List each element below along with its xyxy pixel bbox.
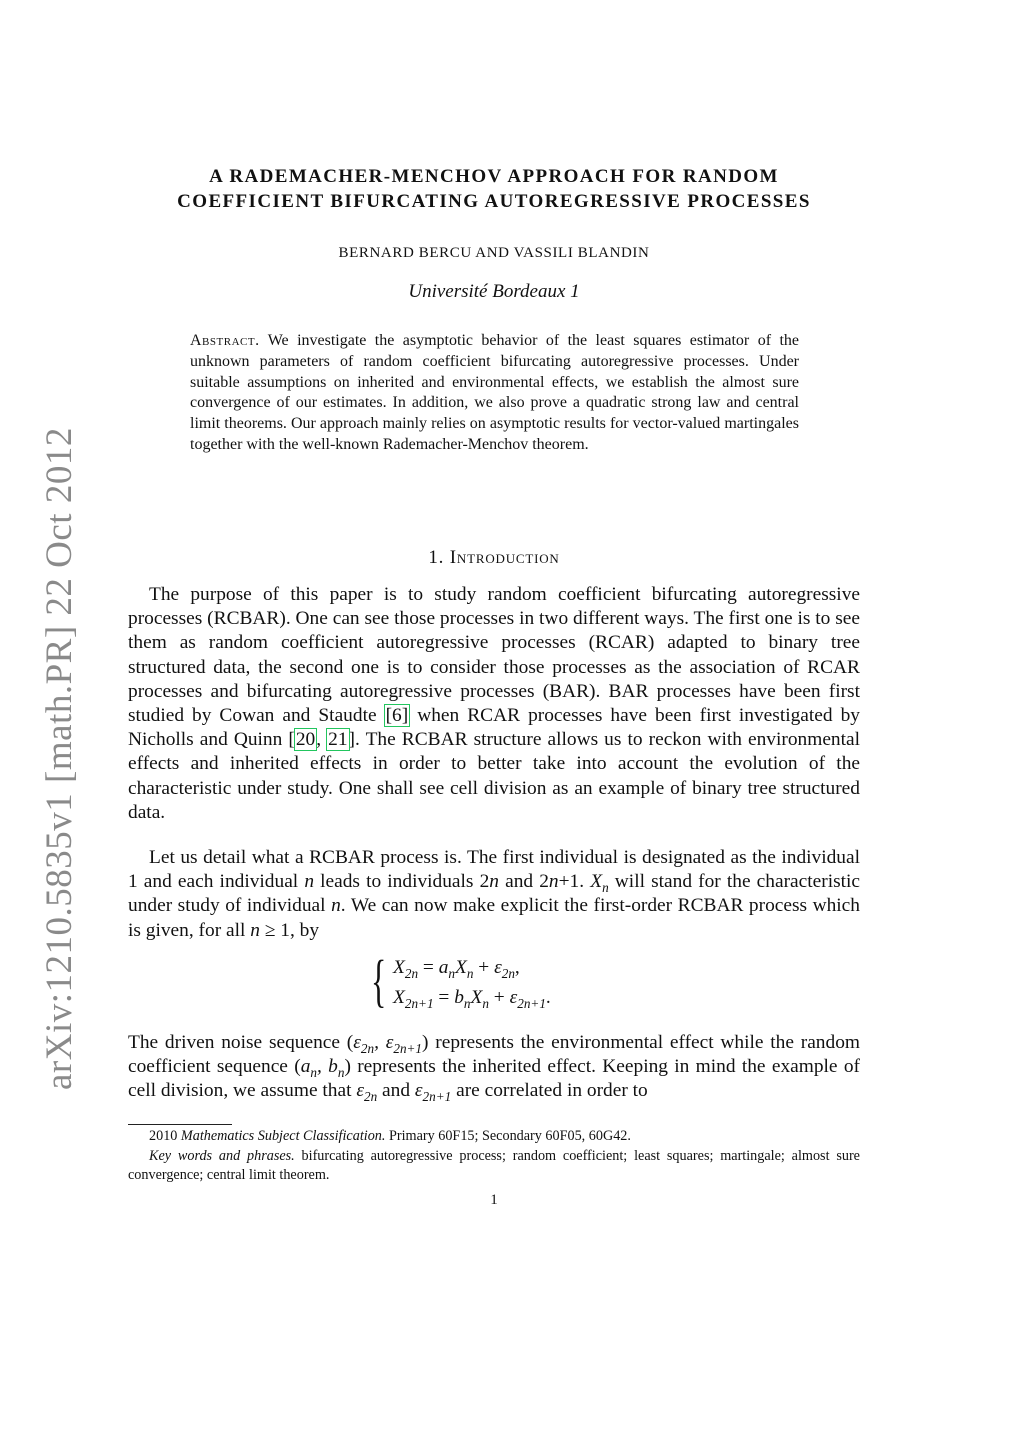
equation-brace: { xyxy=(371,948,387,1013)
text-run: ) represents the inherited effect. Keeping in mind the example of cell division, we assume that xyxy=(128,1056,860,1102)
eq-subscript: 2n xyxy=(404,965,419,981)
math-n: n xyxy=(489,871,499,893)
text-run: and 2 xyxy=(498,871,549,893)
intro-paragraph-1 xyxy=(128,583,860,825)
rcbar-equation xyxy=(371,948,671,1019)
footnote-msc xyxy=(128,1127,860,1147)
text-run: and xyxy=(377,1080,415,1102)
eq-symbol: b xyxy=(454,987,464,1008)
equation-row-odd: $X_{2n+1} = b_nX_n + \varepsilon_{2n+1}$. xyxy=(393,987,551,1011)
text-run: Let us detail what a RCBAR process is. The first individual is designated as the individual 1 and each individual xyxy=(128,847,860,893)
affiliation: Université Bordeaux 1 xyxy=(408,281,580,302)
eq-symbol: X xyxy=(393,957,405,978)
citation-link[interactable]: 21 xyxy=(328,729,348,751)
intro-paragraph-2 xyxy=(128,846,860,943)
math-eps-2n: $\varepsilon_{2n}$ xyxy=(356,1080,378,1105)
msc-year: 2010 xyxy=(149,1128,178,1144)
section-number: 1. xyxy=(428,547,445,568)
abstract xyxy=(190,331,799,456)
arxiv-identifier-stamp: arXiv:1210.5835v1 [math.PR] 22 Oct 2012 xyxy=(39,427,80,1090)
eq-subscript: n xyxy=(448,965,455,981)
text-run: , xyxy=(316,729,328,751)
paper-title xyxy=(128,164,860,214)
eq-symbol: X xyxy=(393,987,405,1008)
abstract-text: We investigate the asymptotic behavior of the least squares estimator of the unknown parameters of random coefficient bifurcating autoregressive processes. Under suitable assumptions on inherited and environmental effects, we establish the almost sure convergence of our estimates. In addition, we also prove a quadratic strong law and central limit theorems. Our approach mainly relies on asymptotic results for vector-valued martingales together with the well-known Rademacher-Menchov theorem. xyxy=(190,332,799,453)
math-n: n xyxy=(331,895,341,917)
math-n: n xyxy=(304,871,315,893)
eq-symbol: ε xyxy=(509,987,518,1008)
citation-link[interactable]: [6] xyxy=(385,705,409,727)
page-number: 1 xyxy=(490,1192,498,1208)
text-run: when RCAR processes have been first investigated by Nicholls and Quinn [ xyxy=(128,705,860,751)
eq-symbol: ε xyxy=(494,957,502,978)
citation-number: 6 xyxy=(392,705,402,727)
title-line-2: COEFFICIENT BIFURCATING AUTOREGRESSIVE PROCESSES xyxy=(177,191,811,212)
abstract-heading: Abstract. xyxy=(190,332,260,349)
eq-subscript: 2n+1 xyxy=(517,995,546,1011)
intro-paragraph-3 xyxy=(128,1031,860,1104)
msc-text: Primary 60F15; Secondary 60F05, 60G42. xyxy=(388,1128,631,1144)
text-run: . We can now make explicit the first-order RCBAR process which is given, for all xyxy=(128,895,860,941)
footnote-keywords xyxy=(128,1147,860,1186)
text-run: The purpose of this paper is to study random coefficient bifurcating autoregressive processes (RCBAR). One can see those processes in two different ways. The first one is to see them as random coefficient autoregressive processes (RCAR) adapted to binary tree structured data, the second one is to consider those processes as the association of RCAR processes and bifurcating autoregressive processes (BAR). BAR processes have been first studied by Cowan and Staudte xyxy=(128,584,860,727)
title-line-1: A RADEMACHER-MENCHOV APPROACH FOR RANDOM xyxy=(209,166,779,187)
section-title: Introduction xyxy=(449,547,560,568)
eq-symbol: X xyxy=(470,987,483,1008)
math-noise-pair: $\varepsilon_{2n}$, $\varepsilon_{2n+1}$ xyxy=(353,1032,423,1056)
text-run: ]. The RCBAR structure allows us to reckon with environmental effects and inherited effects in order to better take into account the evolution of the characteristic under study. One shall see cell division as an example of binary tree structured data. xyxy=(128,729,860,823)
keywords-text: bifurcating autoregressive process; random coefficient; least squares; martingale; almost sure convergence; central limit theorem. xyxy=(128,1147,860,1183)
eq-subscript: n xyxy=(466,965,474,981)
eq-symbol: X xyxy=(454,957,467,978)
math-n: n xyxy=(250,919,260,941)
eq-subscript: n xyxy=(463,995,471,1011)
text-run: +1. xyxy=(558,871,591,893)
text-run: The driven noise sequence ( xyxy=(128,1032,354,1053)
keywords-label: Key words and phrases. xyxy=(149,1147,295,1164)
eq-subscript: 2n+1 xyxy=(404,995,434,1011)
text-run: leads to individuals 2 xyxy=(314,871,490,893)
math-x-n: $X_n$ xyxy=(590,871,609,896)
footnote-rule xyxy=(128,1124,232,1125)
math-coef-pair: $a_n$, $b_n$ xyxy=(300,1056,345,1081)
msc-label: Mathematics Subject Classification. xyxy=(180,1128,386,1144)
text-run: are correlated in order to xyxy=(451,1080,648,1102)
section-heading-introduction xyxy=(128,547,860,569)
math-n: n xyxy=(548,871,559,893)
authors: BERNARD BERCU AND VASSILI BLANDIN xyxy=(338,245,650,261)
equation-row-even: $X_{2n} = a_nX_n + \varepsilon_{2n}$, xyxy=(393,957,520,981)
text-run: will stand for the characteristic under study of individual xyxy=(128,871,861,917)
math-eps-2n1: $\varepsilon_{2n+1}$ xyxy=(414,1080,452,1105)
text-run: ) represents the environmental effect while the random coefficient sequence ( xyxy=(128,1032,860,1078)
citation-link[interactable]: 20 xyxy=(295,729,316,751)
eq-subscript: 2n xyxy=(501,965,515,981)
text-run: ≥ 1, by xyxy=(259,919,320,941)
eq-subscript: n xyxy=(482,995,489,1011)
eq-symbol: a xyxy=(438,957,449,978)
footnotes xyxy=(128,1127,860,1186)
